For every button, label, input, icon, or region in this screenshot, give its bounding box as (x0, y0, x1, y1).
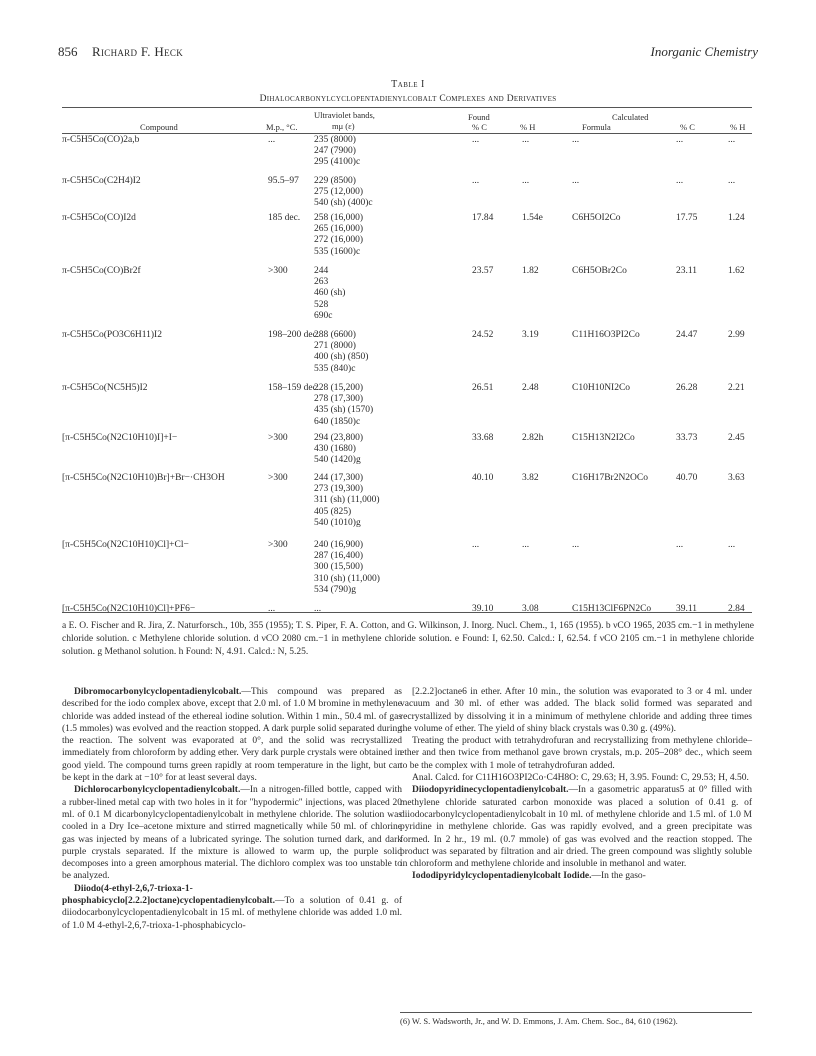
table-cell-formula: C16H17Br2N2OCo (572, 473, 649, 483)
table-cell-calc-h: 3.63 (728, 473, 745, 483)
table-cell-calc-h: 2.99 (728, 330, 745, 340)
running-author: Richard F. Heck (92, 44, 183, 59)
table-cell-mp: ... (268, 604, 276, 614)
table-cell-calc-h: ... (728, 135, 736, 145)
table-cell-calc-c: 17.75 (676, 213, 698, 223)
table-cell-found-h: 3.08 (522, 604, 539, 614)
body-paragraph (400, 784, 752, 870)
table-cell-calc-c: 26.28 (676, 383, 698, 393)
paragraph-text: Anal. Calcd. for C11H16O3PI2Co·C4H8O: C, 29.63; H, 3.95. Found: C, 29.53; H, 4.50. (412, 773, 749, 784)
body-paragraph (400, 772, 752, 784)
table-cell-found-h: 1.54e (522, 213, 543, 223)
table-cell-found-c: ... (472, 176, 480, 186)
body-left-column (62, 686, 402, 932)
table-cell-uv-band: 528 (314, 299, 329, 310)
table-cell-compound: π-C5H5Co(NC5H5)I2 (62, 383, 148, 393)
table-cell-uv-band: 534 (790)g (314, 584, 356, 595)
table-cell-calc-h: ... (728, 176, 736, 186)
table-cell-calc-c: ... (676, 540, 684, 550)
reference-footnote: (6) W. S. Wadsworth, Jr., and W. D. Emmons, J. Am. Chem. Soc., 84, 610 (1962). (400, 1012, 752, 1027)
table-cell-mp: 185 dec. (268, 213, 301, 223)
header-calc-h: % H (730, 122, 746, 132)
paragraph-text: [2.2.2]octane6 in ether. After 10 min., the solution was evaporated to 3 or 4 ml. under vacuum and 30 ml. of ether was added. The black solid formed was separated and recrystallized by dissolving it in a minimum of methylene chloride and adding three times the volume of ether. The yield of shiny black crystals was 0.30 g. (49%). (400, 687, 752, 734)
paragraph-heading: Diiodo(4-ethyl-2,6,7-trioxa-1-phosphabicyclo[2.2.2]octane)cyclopentadienylcobalt. (62, 883, 275, 907)
table-cell-uv-band: 310 (sh) (11,000) (314, 573, 380, 584)
table-cell-compound: [π-C5H5Co(N2C10H10)Cl]+Cl− (62, 540, 189, 550)
header-found-c: % C (472, 122, 487, 132)
header-calc-c: % C (680, 122, 695, 132)
table-cell-uv-band: ... (314, 604, 322, 614)
table-cell-found-c: 40.10 (472, 473, 494, 483)
body-paragraph (400, 686, 752, 735)
header-calculated: Calculated (612, 112, 649, 122)
table-cell-uv-band: 300 (15,500) (314, 562, 364, 573)
table-cell-calc-c: ... (676, 176, 684, 186)
table-cell-calc-c: 33.73 (676, 433, 698, 443)
header-compound: Compound (140, 122, 178, 132)
table-cell-compound: [π-C5H5Co(N2C10H10)I]+I− (62, 433, 178, 443)
table-cell-calc-h: 2.21 (728, 383, 745, 393)
table-cell-uv-band: 228 (15,200) (314, 383, 364, 393)
table-cell-mp: 95.5–97 (268, 176, 299, 186)
table-cell-formula: ... (572, 540, 580, 550)
table-cell-uv-band: 271 (8000) (314, 341, 356, 352)
paragraph-text: —In the gaso- (591, 871, 646, 882)
table-cell-compound: π-C5H5Co(CO)2a,b (62, 135, 140, 145)
table-cell-calc-c: 39.11 (676, 604, 698, 614)
table-cell-mp: 158–159 dec. (268, 383, 320, 393)
header-formula: Formula (582, 122, 611, 132)
table-cell-mp: ... (268, 135, 276, 145)
header-uv-1: Ultraviolet bands, (314, 110, 375, 120)
table-cell-uv-band: 540 (sh) (400)c (314, 198, 373, 209)
table-cell-formula: C15H13ClF6PN2Co (572, 604, 652, 614)
table-cell-uv-band: 405 (825) (314, 506, 352, 517)
journal-name: Inorganic Chemistry (650, 44, 758, 59)
table-cell-uv-band: 288 (6600) (314, 330, 356, 340)
table-cell-formula: ... (572, 135, 580, 145)
table-number: Table I (391, 79, 425, 90)
table-cell-found-c: ... (472, 540, 480, 550)
table-cell-uv-band: 272 (16,000) (314, 235, 364, 246)
table-cell-compound: π-C5H5Co(CO)Br2f (62, 266, 141, 276)
body-paragraph (400, 735, 752, 772)
paragraph-text: Treating the product with tetrahydrofuran and recrystallizing from methylene chloride–ether and then twice from methanol gave brown crystals, m.p. 205–208° dec., which seem to be the complex with 1 mole of tetrahydrofuran added. (400, 736, 752, 771)
table-cell-uv-band: 273 (19,300) (314, 484, 364, 495)
table-cell-uv-band: 263 (314, 277, 329, 288)
table-cell-formula: C10H10NI2Co (572, 383, 631, 393)
table-title: Dihalocarbonylcyclopentadienylcobalt Complexes and Derivatives (259, 94, 557, 104)
paragraph-heading: Dibromocarbonylcyclopentadienylcobalt. (74, 687, 242, 697)
table-cell-mp: 198–200 dec. (268, 330, 320, 340)
table-cell-uv-band: 640 (1850)c (314, 416, 361, 427)
table-cell-uv-band: 460 (sh) (314, 288, 346, 299)
header-found-h: % H (520, 122, 536, 132)
table-cell-calc-h: 1.62 (728, 266, 745, 276)
table-cell-uv-band: 278 (17,300) (314, 394, 364, 405)
table-cell-uv-band: 265 (16,000) (314, 224, 364, 235)
table-cell-found-h: 2.82h (522, 433, 544, 443)
table-cell-uv-band: 535 (1600)c (314, 246, 361, 257)
table-cell-found-h: 3.82 (522, 473, 539, 483)
table-cell-formula: C15H13N2I2Co (572, 433, 635, 443)
body-paragraph (400, 870, 752, 882)
table-cell-calc-c: 24.47 (676, 330, 698, 340)
table-cell-formula: C11H16O3PI2Co (572, 330, 640, 340)
page-number: 856 (58, 44, 78, 59)
table-cell-found-h: ... (522, 176, 530, 186)
paragraph-text: —To a solution of 0.41 g. of diiodocarbonylcyclopentadienylcobalt in 15 ml. of methylene chloride was added 1.0 ml. of 1.0 M 4-ethyl-2,6,7-trioxa-1-phosphabicyclo- (62, 896, 402, 931)
table-cell-uv-band: 400 (sh) (850) (314, 352, 369, 363)
table-cell-found-c: 17.84 (472, 213, 494, 223)
table-cell-found-c: ... (472, 135, 480, 145)
table-cell-formula: C6H5OI2Co (572, 213, 621, 223)
table-cell-uv-band: 244 (17,300) (314, 473, 364, 483)
table-cell-calc-c: 40.70 (676, 473, 698, 483)
table-cell-compound: π-C5H5Co(PO3C6H11)I2 (62, 330, 162, 340)
paragraph-text: —This compound was prepared as described for the iodo complex above, except that 2.0 ml. of 1.0 M bromine in methylene chloride was added instead of the ethereal iodine solution. Within 1 min., 50.4 ml. of gas (1.5 mmoles) was evolved and the reaction stopped. A dark purple solid separated during the reaction. The solvent was evaporated at 0°, and the solid was recrystallized immediately from chloroform by adding ether. Very dark purple crystals were obtained in good yield. The compound turns green rapidly at room temperature in the light, but can be kept in the dark at −10° for at least several days. (62, 687, 402, 784)
table-cell-found-h: ... (522, 540, 530, 550)
table-cell-found-h: ... (522, 135, 530, 145)
body-right-column (400, 686, 752, 883)
paragraph-heading: Iododipyridylcyclopentadienylcobalt Iodide. (412, 871, 592, 882)
table-cell-uv-band: 295 (4100)c (314, 157, 361, 168)
table-cell-uv-band: 247 (7900) (314, 146, 356, 157)
header-mp: M.p., °C. (266, 122, 298, 132)
table-cell-mp: >300 (268, 433, 288, 443)
paragraph-text: —In a gasometric apparatus5 at 0° filled with methylene chloride saturated carbon monoxide was placed a solution of 0.41 g. of diiodocarbonylcyclopentadienylcobalt in 10 ml. of methylene chloride and 1.5 ml. of 1.0 M pyridine in methylene chloride. Gas was rapidly evolved, and a green precipitate was formed. In 2 hr., 19 ml. (0.7 mmole) of gas was evolved and the reaction stopped. The product was separated by filtration and air dried. The green compound was slightly soluble in chloroform and methylene chloride and insoluble in methanol and water. (400, 785, 752, 870)
paragraph-heading: Diiodopyridinecyclopentadienylcobalt. (412, 785, 569, 796)
table-cell-compound: π-C5H5Co(CO)I2d (62, 213, 136, 223)
table-cell-uv-band: 430 (1680) (314, 444, 356, 455)
table-cell-uv-band: 287 (16,400) (314, 551, 364, 562)
table-footnotes: a E. O. Fischer and R. Jira, Z. Naturforsch., 10b, 355 (1955); T. S. Piper, F. A. Cotton, and G. Wilkinson, J. Inorg. Nucl. Chem., 1, 165 (1955). b νCO 1965, 2035 cm.−1 in methylene chloride solution. c Methylene chloride solution. d νCO 2080 cm.−1 in methylene chloride solution. e Found: I, 62.50. Calcd.: I, 62.54. f νCO 2105 cm.−1 in methylene chloride solution. g Methanol solution. h Found: N, 4.91. Calcd.: N, 5.25. (62, 621, 754, 657)
table-cell-calc-h: 1.24 (728, 213, 745, 223)
paragraph-text: —In a nitrogen-filled bottle, capped with a rubber-lined metal cap with two holes in it for "hypodermic" injections, was placed 20 ml. of 0.1 M dicarbonylcyclopentadienylcobalt in methylene chloride. The solution was cooled in a Dry Ice–acetone mixture and stirred magnetically while 50 ml. of chlorine gas was injected by means of a lubricated syringe. The solution turned dark, and dark purple crystals separated. If the mixture is allowed to warm up, the purple solid decomposes into a green amorphous material. The dichloro complex was too unstable to be analyzed. (62, 785, 402, 882)
table-cell-formula: ... (572, 176, 580, 186)
table-cell-found-h: 2.48 (522, 383, 539, 393)
table-cell-found-h: 3.19 (522, 330, 539, 340)
table-cell-uv-band: 294 (23,800) (314, 433, 364, 443)
table-cell-uv-band: 435 (sh) (1570) (314, 405, 374, 416)
table-cell-found-c: 23.57 (472, 266, 494, 276)
paragraph-heading: Dichlorocarbonylcyclopentadienylcobalt. (74, 785, 241, 796)
table-cell-mp: >300 (268, 540, 288, 550)
body-paragraph (62, 784, 402, 882)
table-cell-found-c: 26.51 (472, 383, 494, 393)
table-cell-found-c: 39.10 (472, 604, 494, 614)
table-header-rule (62, 133, 752, 134)
table-cell-compound: [π-C5H5Co(N2C10H10)Cl]+PF6− (62, 604, 196, 614)
table-cell-compound: [π-C5H5Co(N2C10H10)Br]+Br−·CH3OH (62, 473, 225, 483)
table-cell-mp: >300 (268, 473, 288, 483)
table-cell-uv-band: 690c (314, 310, 333, 321)
table-cell-uv-band: 540 (1010)g (314, 517, 361, 528)
table-cell-uv-band: 275 (12,000) (314, 187, 364, 198)
body-paragraph (62, 883, 402, 932)
table-cell-calc-c: ... (676, 135, 684, 145)
table-cell-uv-band: 229 (8500) (314, 176, 356, 186)
table-cell-calc-h: ... (728, 540, 736, 550)
table-cell-uv-band: 244 (314, 266, 329, 276)
table-cell-uv-band: 240 (16,900) (314, 540, 364, 550)
table-cell-formula: C6H5OBr2Co (572, 266, 627, 276)
header-uv-2: mμ (ε) (332, 121, 355, 131)
table-cell-found-h: 1.82 (522, 266, 539, 276)
table-cell-uv-band: 311 (sh) (11,000) (314, 495, 380, 506)
table-cell-uv-band: 235 (8000) (314, 135, 356, 145)
table-cell-found-c: 24.52 (472, 330, 494, 340)
table-cell-uv-band: 258 (16,000) (314, 213, 364, 223)
body-paragraph (62, 686, 402, 784)
table-cell-compound: π-C5H5Co(C2H4)I2 (62, 176, 141, 186)
table-cell-calc-h: 2.84 (728, 604, 745, 614)
table-cell-calc-c: 23.11 (676, 266, 698, 276)
table-cell-mp: >300 (268, 266, 288, 276)
header-found: Found (468, 112, 490, 122)
table-bottom-rule (62, 612, 752, 613)
table-cell-uv-band: 535 (840)c (314, 363, 356, 374)
table-cell-found-c: 33.68 (472, 433, 494, 443)
table-cell-calc-h: 2.45 (728, 433, 745, 443)
table-cell-uv-band: 540 (1420)g (314, 455, 361, 466)
